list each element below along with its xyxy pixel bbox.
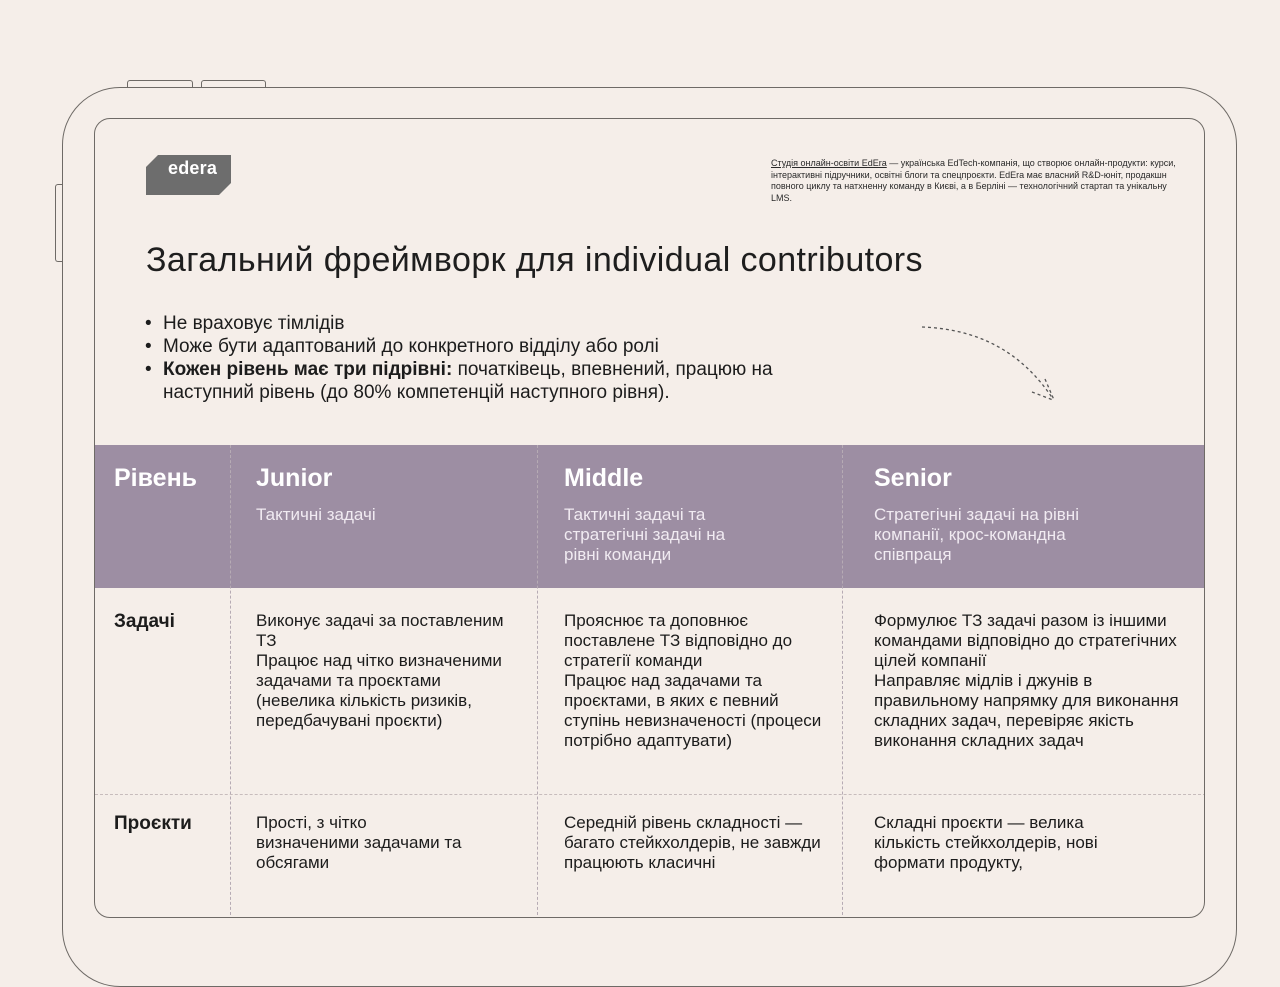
level-name: Senior xyxy=(874,464,952,492)
table-cell: Формулює ТЗ задачі разом із іншими командами відповідно до стратегічних цілей компанії Направляє мідлів і джунів в правильному напрямку для виконання складних задач, перевіряє якість виконання складних задач xyxy=(874,611,1179,750)
row-label-tasks: Задачі xyxy=(114,611,175,632)
header-senior xyxy=(874,445,1174,588)
level-name: Middle xyxy=(564,464,644,492)
bullet-text: початківець, впевнений, працюю на наступний рівень (до 80% компетенцій наступного рівня). xyxy=(163,359,773,403)
header-middle xyxy=(564,445,834,588)
about-text xyxy=(771,158,1181,204)
table-header xyxy=(95,445,1205,588)
table-cell: Середній рівень складності — багато стейкхолдерів, не завжди працюють класичні xyxy=(564,813,821,872)
bullet-item xyxy=(145,358,805,404)
about-link[interactable]: Студія онлайн-освіти EdEra xyxy=(771,158,887,168)
column-divider xyxy=(230,445,231,918)
level-name: Junior xyxy=(256,464,333,492)
table-cell: Складні проєкти — велика кількість стейкхолдерів, нові формати продукту, xyxy=(874,813,1098,872)
logo-text: edera xyxy=(168,158,218,178)
row-divider xyxy=(95,794,1205,795)
level-description: Стратегічні задачі на рівні компанії, крос-командна співпраця xyxy=(874,505,1079,564)
bullet-item xyxy=(145,312,805,335)
dashed-arrow-icon xyxy=(920,319,1060,409)
column-divider xyxy=(842,445,843,918)
bullet-list xyxy=(145,312,805,404)
table-cell: Прояснює та доповнює поставлене ТЗ відповідно до стратегії команди Працює над задачами та проєктами, в яких є певний ступінь невизначеності (процеси потрібно адаптувати) xyxy=(564,611,822,750)
row-label-projects: Проєкти xyxy=(114,813,192,834)
level-description: Тактичні задачі та стратегічні задачі на рівні команди xyxy=(564,505,726,564)
bullet-bold: Кожен рівень має три підрівні: xyxy=(163,359,453,380)
header-junior xyxy=(256,445,526,588)
about-description: — українська EdTech-компанія, що створює онлайн-продукти: курси, інтерактивні підручники, освітні блоги та спецпроєкти. EdEra має власний R&D-юніт, продакшн повного циклу та натхненну команду в Києві, а в Берліні — технологічний стартап та унікальну LMS. xyxy=(771,158,1176,203)
column-divider xyxy=(537,445,538,918)
table-cell: Прості, з чітко визначеними задачами та обсягами xyxy=(256,813,462,872)
bullet-text: Не враховує тімлідів xyxy=(163,313,345,334)
table-cell: Виконує задачі за поставленим ТЗ Працює над чітко визначеними задачами та проєктами (невелика кількість ризиків, передбачувані проєкти) xyxy=(256,611,504,730)
level-description: Тактичні задачі xyxy=(256,505,376,524)
header-level-label: Рівень xyxy=(114,464,198,492)
tablet-screen xyxy=(94,118,1205,918)
bullet-text: Може бути адаптований до конкретного відділу або ролі xyxy=(163,336,659,357)
bullet-item xyxy=(145,335,805,358)
edera-logo xyxy=(146,155,231,195)
page-title: Загальний фреймворк для individual contributors xyxy=(146,241,923,279)
